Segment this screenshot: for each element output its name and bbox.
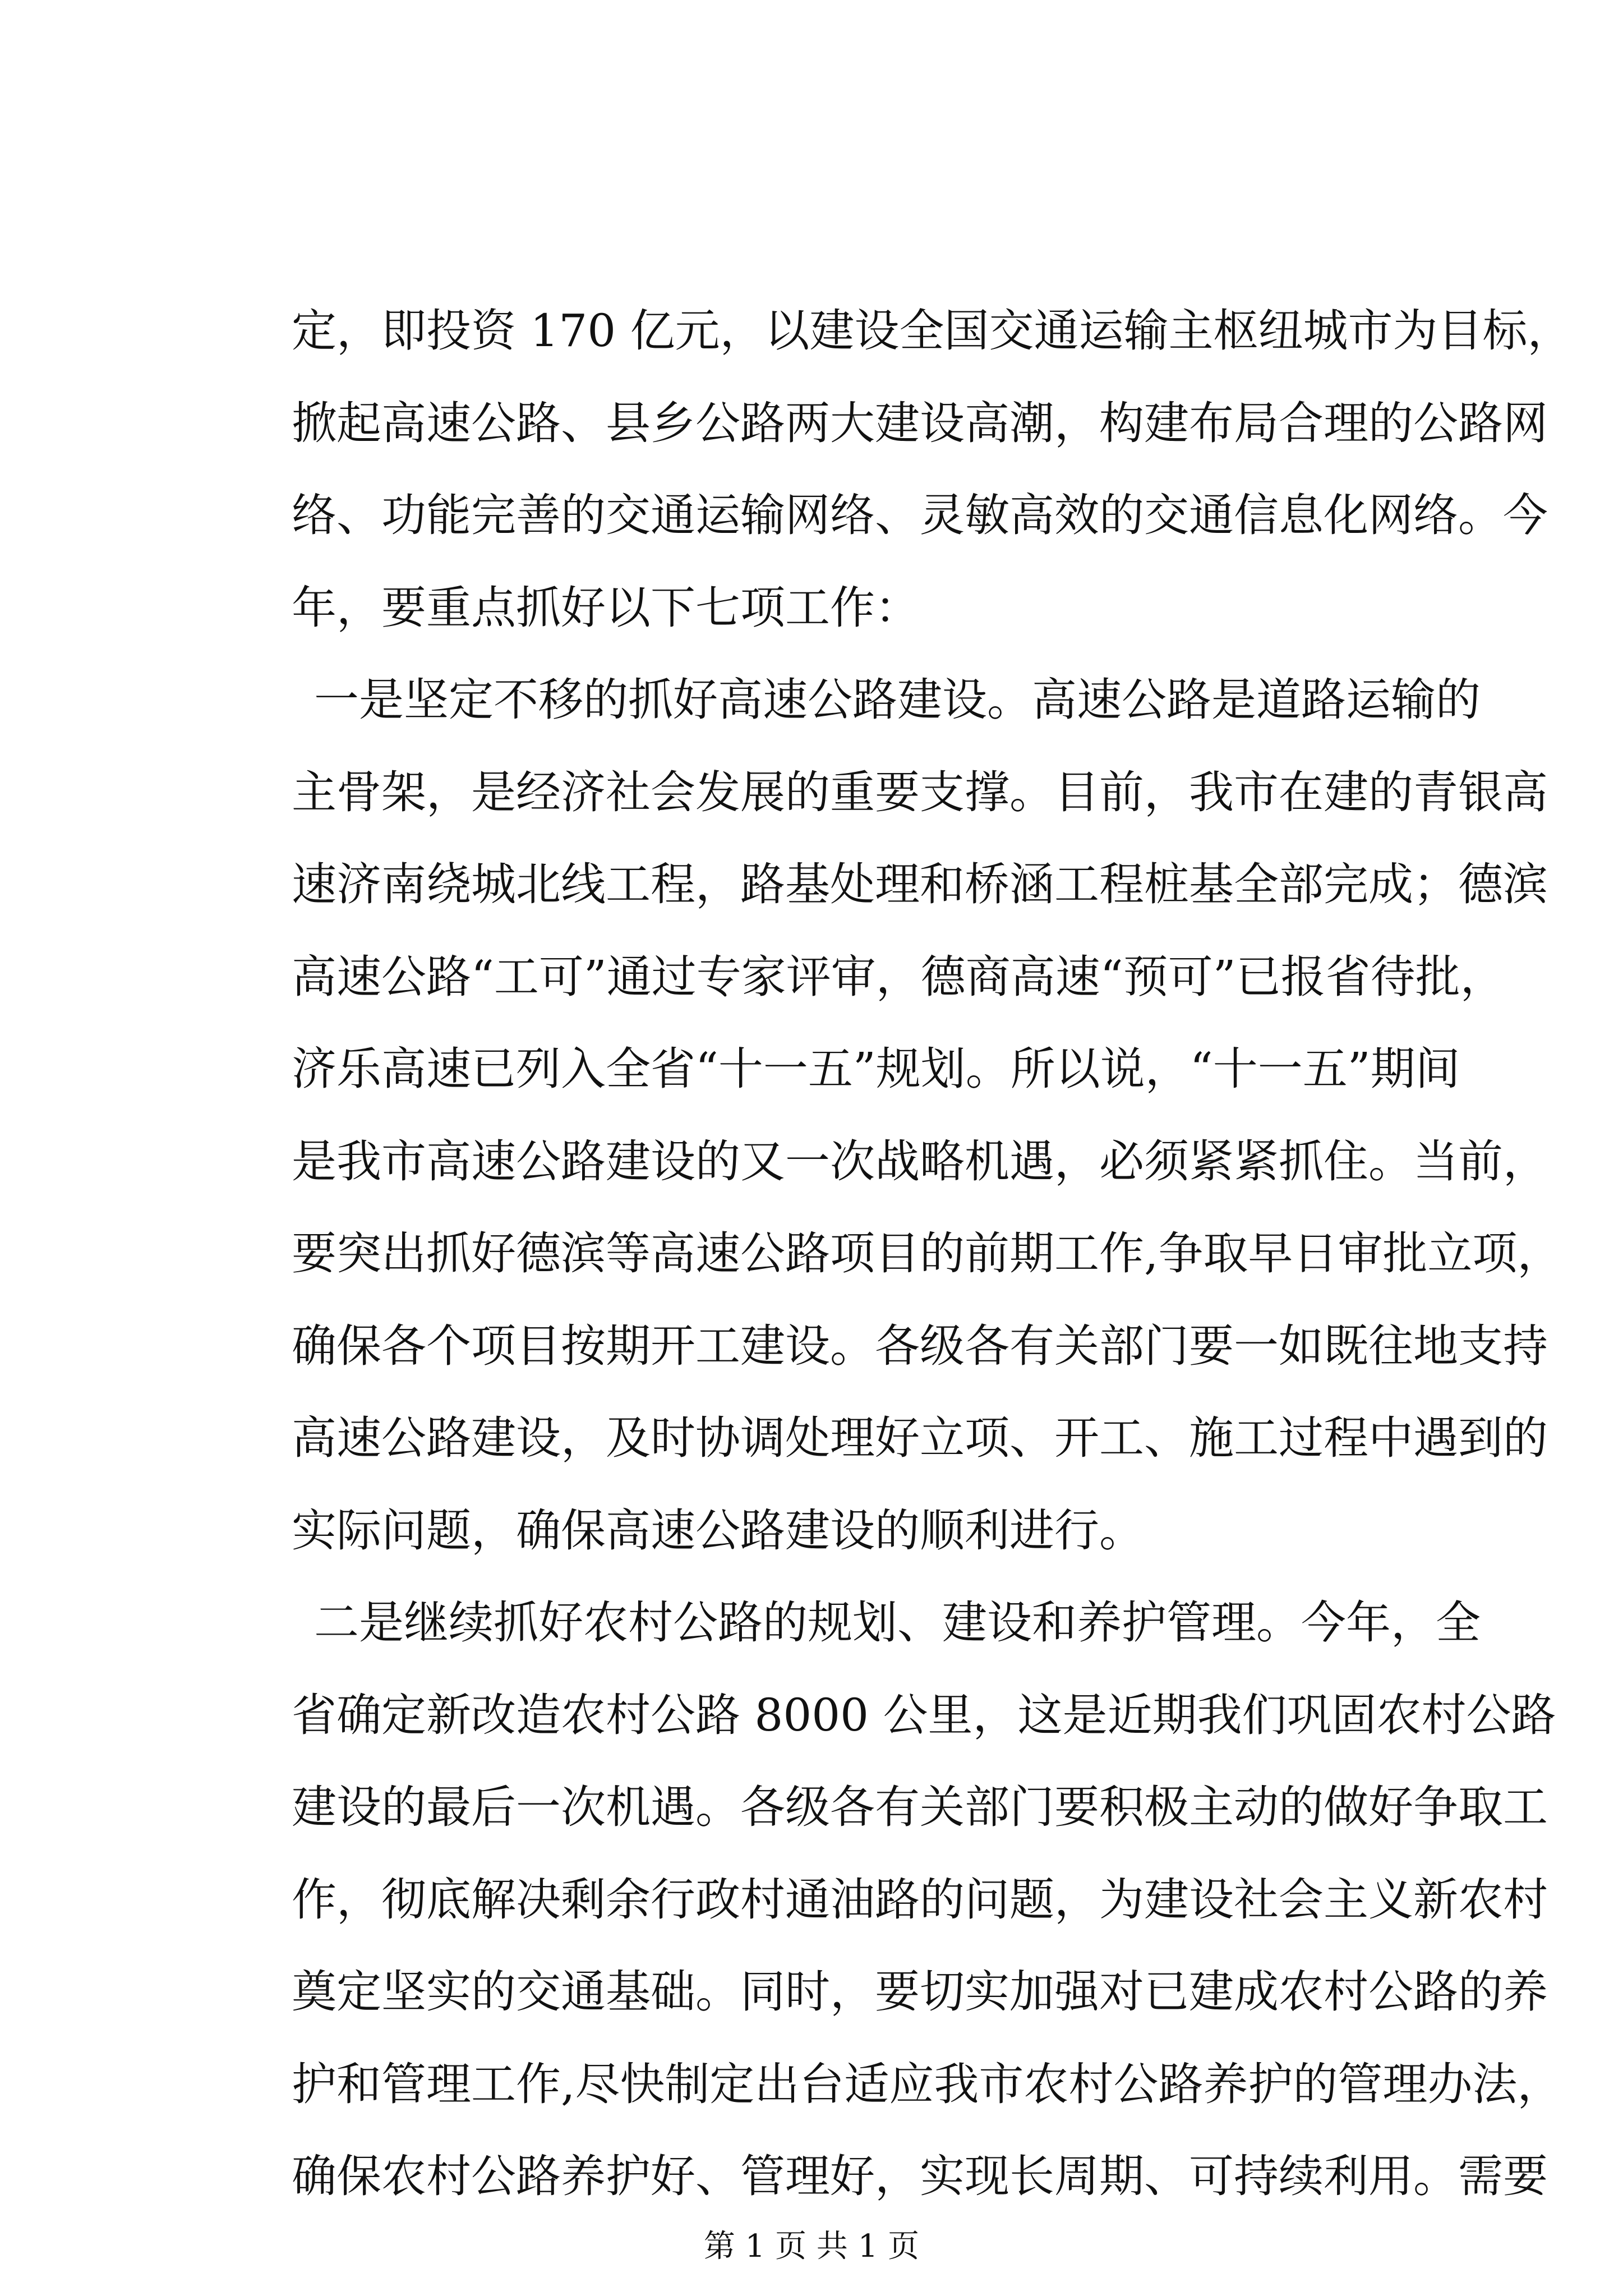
text-line: 要突出抓好德滨等高速公路项目的前期工作,争取早日审批立项， [292,1227,1562,1280]
text-line: 络、功能完善的交通运输网络、灵敏高效的交通信息化网络。今 [292,489,1548,541]
text-line: 速济南绕城北线工程，路基处理和桥涵工程桩基全部完成；德滨 [292,858,1548,910]
text-line: 奠定坚实的交通基础。同时，要切实加强对已建成农村公路的养 [292,1966,1548,2018]
text-line: 高速公路“工可”通过专家评审，德商高速“预可”已报省待批， [292,951,1505,1003]
text-line: 建设的最后一次机遇。各级各有关部门要积极主动的做好争取工 [292,1781,1548,1833]
text-line: 掀起高速公路、县乡公路两大建设高潮，构建布局合理的公路网 [292,397,1548,449]
text-line: 高速公路建设，及时协调处理好立项、开工、施工过程中遇到的 [292,1412,1548,1464]
page-footer: 第 1 页 共 1 页 [703,2228,920,2265]
text-line: 确保农村公路养护好、管理好，实现长周期、可持续利用。需要 [292,2150,1548,2202]
text-line: 主骨架，是经济社会发展的重要支撑。目前，我市在建的青银高 [292,766,1548,818]
text-line: 实际问题，确保高速公路建设的顺利进行。 [292,1504,1144,1557]
text-line: 年，要重点抓好以下七项工作： [292,582,920,634]
text-line: 作，彻底解决剩余行政村通油路的问题，为建设社会主义新农村 [292,1874,1548,1926]
text-line: 省确定新改造农村公路 8000 公里，这是近期我们巩固农村公路 [292,1689,1556,1741]
text-line: 确保各个项目按期开工建设。各级各有关部门要一如既往地支持 [292,1320,1548,1372]
text-line: 护和管理工作,尽快制定出台适应我市农村公路养护的管理办法， [292,2058,1562,2110]
text-line: 是我市高速公路建设的又一次战略机遇，必须紧紧抓住。当前， [292,1135,1548,1188]
text-line: 一是坚定不移的抓好高速公路建设。高速公路是道路运输的 [314,674,1481,726]
text-line: 济乐高速已列入全省“十一五”规划。所以说，“十一五”期间 [292,1043,1460,1095]
text-line: 定，即投资 170 亿元，以建设全国交通运输主枢纽城市为目标， [292,305,1573,357]
text-line: 二是继续抓好农村公路的规划、建设和养护管理。今年，全 [314,1596,1481,1649]
